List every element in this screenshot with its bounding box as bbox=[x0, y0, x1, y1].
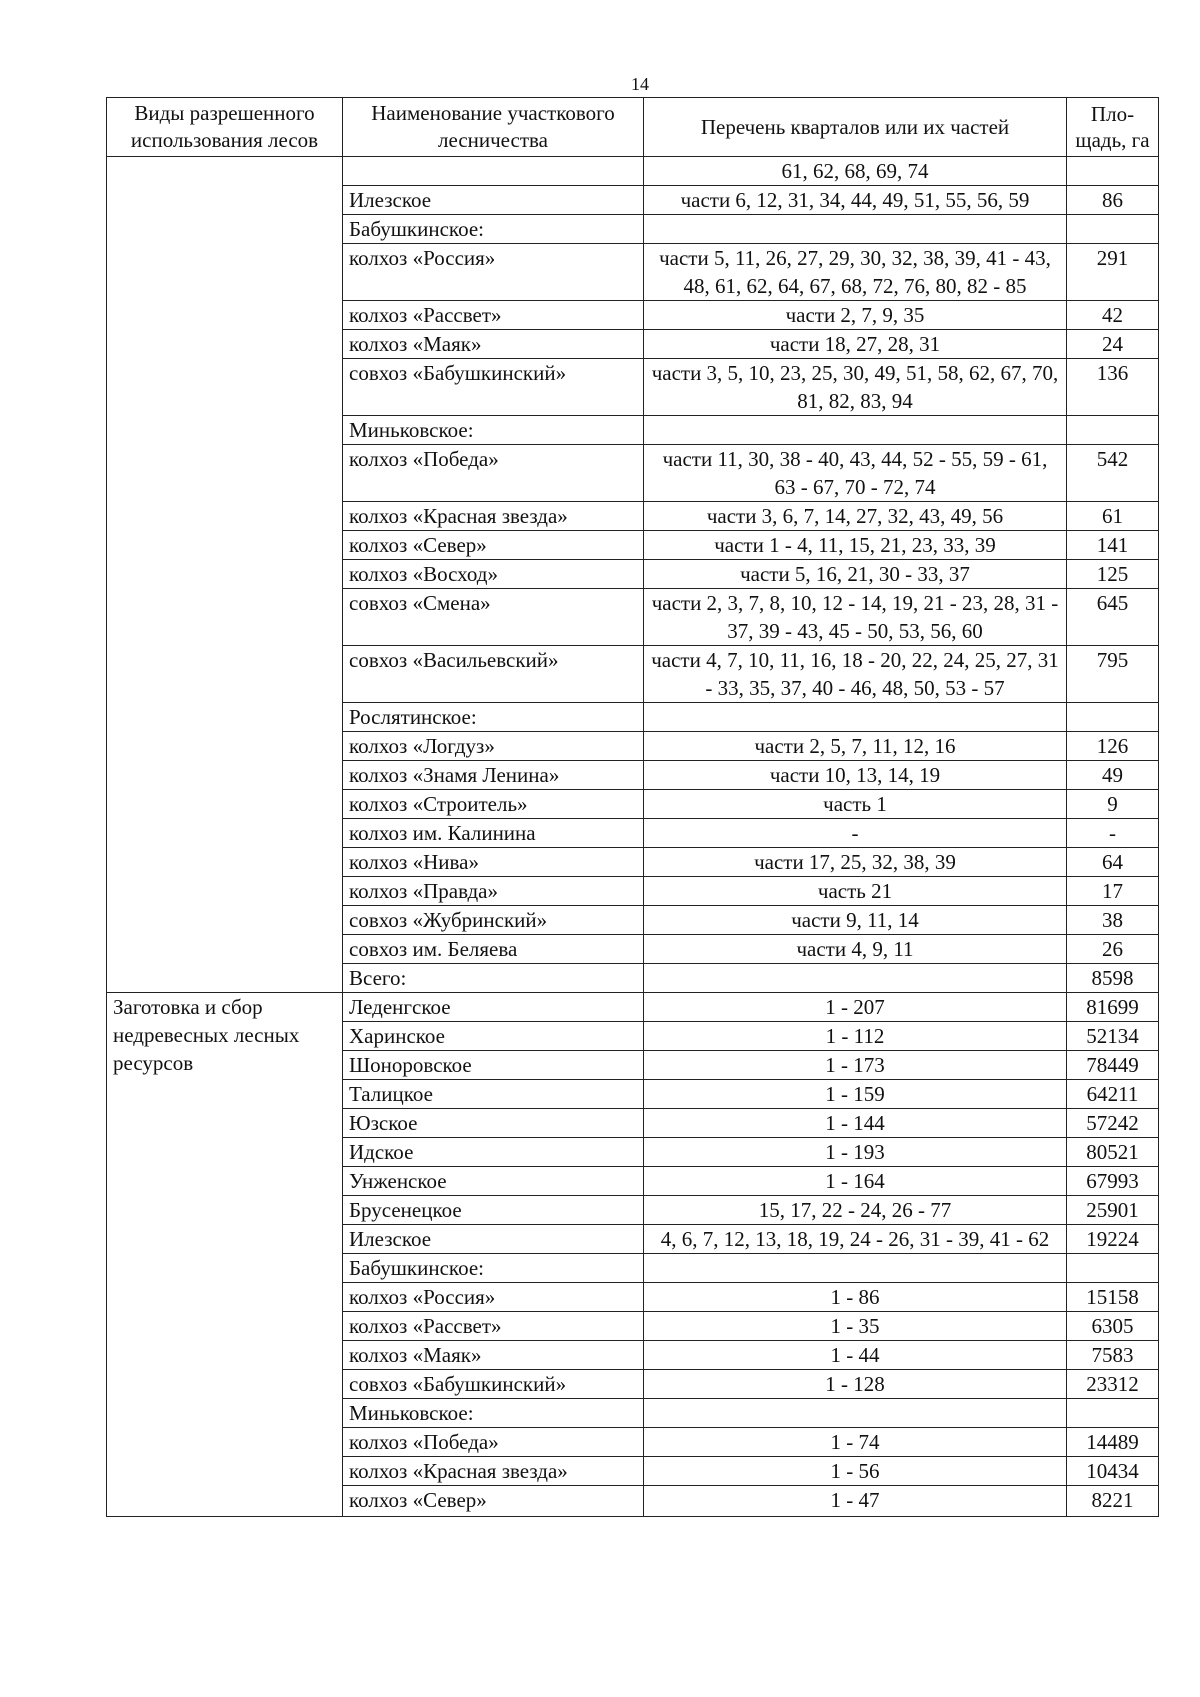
forestry-name-cell: колхоз «Победа» bbox=[343, 1428, 644, 1457]
table-body bbox=[107, 157, 1159, 1517]
area-cell: 49 bbox=[1067, 761, 1159, 790]
quarters-cell bbox=[644, 1399, 1067, 1428]
forestry-name-cell: колхоз «Красная звезда» bbox=[343, 1457, 644, 1486]
forestry-name-cell: совхоз «Бабушкинский» bbox=[343, 1370, 644, 1399]
quarters-cell: 1 - 144 bbox=[644, 1109, 1067, 1138]
area-cell: 8598 bbox=[1067, 964, 1159, 993]
forestry-name-cell: Рослятинское: bbox=[343, 703, 644, 732]
quarters-cell: части 1 - 4, 11, 15, 21, 23, 33, 39 bbox=[644, 531, 1067, 560]
area-cell: 14489 bbox=[1067, 1428, 1159, 1457]
quarters-cell: 1 - 207 bbox=[644, 993, 1067, 1022]
forestry-name-cell: колхоз «Победа» bbox=[343, 445, 644, 502]
forestry-name-cell: колхоз «Россия» bbox=[343, 1283, 644, 1312]
area-cell bbox=[1067, 1399, 1159, 1428]
quarters-cell: часть 21 bbox=[644, 877, 1067, 906]
quarters-cell: части 6, 12, 31, 34, 44, 49, 51, 55, 56, 59 bbox=[644, 186, 1067, 215]
quarters-cell: части 5, 11, 26, 27, 29, 30, 32, 38, 39, 41 - 43, 48, 61, 62, 64, 67, 68, 72, 76, 80, 82 - 85 bbox=[644, 244, 1067, 301]
use-type-cell bbox=[107, 157, 343, 993]
area-cell: 64 bbox=[1067, 848, 1159, 877]
forestry-name-cell: Шоноровское bbox=[343, 1051, 644, 1080]
area-cell: 291 bbox=[1067, 244, 1159, 301]
quarters-cell: части 3, 5, 10, 23, 25, 30, 49, 51, 58, 62, 67, 70, 81, 82, 83, 94 bbox=[644, 359, 1067, 416]
area-cell bbox=[1067, 157, 1159, 186]
quarters-cell: части 4, 7, 10, 11, 16, 18 - 20, 22, 24, 25, 27, 31 - 33, 35, 37, 40 - 46, 48, 50, 53 - 57 bbox=[644, 646, 1067, 703]
area-cell: - bbox=[1067, 819, 1159, 848]
forestry-name-cell: Бабушкинское: bbox=[343, 215, 644, 244]
quarters-cell bbox=[644, 416, 1067, 445]
area-cell: 141 bbox=[1067, 531, 1159, 560]
forestry-name-cell: колхоз «Знамя Ленина» bbox=[343, 761, 644, 790]
page-number: 14 bbox=[631, 74, 649, 94]
area-cell: 125 bbox=[1067, 560, 1159, 589]
quarters-cell: части 11, 30, 38 - 40, 43, 44, 52 - 55, 59 - 61, 63 - 67, 70 - 72, 74 bbox=[644, 445, 1067, 502]
area-cell: 26 bbox=[1067, 935, 1159, 964]
area-cell: 81699 bbox=[1067, 993, 1159, 1022]
table-row bbox=[107, 993, 1159, 1022]
area-cell: 136 bbox=[1067, 359, 1159, 416]
forestry-name-cell: Илезское bbox=[343, 1225, 644, 1254]
use-type-cell: Заготовка и сбор недревесных лесных ресурсов bbox=[107, 993, 343, 1517]
forestry-name-cell: колхоз «Маяк» bbox=[343, 1341, 644, 1370]
table-header-row bbox=[107, 98, 1159, 157]
quarters-cell: 4, 6, 7, 12, 13, 18, 19, 24 - 26, 31 - 39, 41 - 62 bbox=[644, 1225, 1067, 1254]
header-quarters: Перечень кварталов или их частей bbox=[644, 98, 1067, 157]
area-cell: 64211 bbox=[1067, 1080, 1159, 1109]
forestry-name-cell: колхоз «Строитель» bbox=[343, 790, 644, 819]
forestry-name-cell: Леденгское bbox=[343, 993, 644, 1022]
quarters-cell: 1 - 35 bbox=[644, 1312, 1067, 1341]
area-cell: 80521 bbox=[1067, 1138, 1159, 1167]
header-area: Пло-щадь, га bbox=[1067, 98, 1159, 157]
quarters-cell: 1 - 47 bbox=[644, 1486, 1067, 1517]
quarters-cell: 1 - 74 bbox=[644, 1428, 1067, 1457]
area-cell: 795 bbox=[1067, 646, 1159, 703]
forestry-name-cell: Харинское bbox=[343, 1022, 644, 1051]
forest-use-table bbox=[106, 97, 1159, 1517]
quarters-cell: части 10, 13, 14, 19 bbox=[644, 761, 1067, 790]
forestry-name-cell: Талицкое bbox=[343, 1080, 644, 1109]
forestry-name-cell: совхоз «Бабушкинский» bbox=[343, 359, 644, 416]
quarters-cell: - bbox=[644, 819, 1067, 848]
quarters-cell: 1 - 128 bbox=[644, 1370, 1067, 1399]
quarters-cell: части 2, 7, 9, 35 bbox=[644, 301, 1067, 330]
area-cell: 57242 bbox=[1067, 1109, 1159, 1138]
area-cell: 6305 bbox=[1067, 1312, 1159, 1341]
quarters-cell: 1 - 44 bbox=[644, 1341, 1067, 1370]
table-row bbox=[107, 157, 1159, 186]
forestry-name-cell: колхоз «Север» bbox=[343, 1486, 644, 1517]
area-cell: 67993 bbox=[1067, 1167, 1159, 1196]
header-use-type: Виды разрешенного использования лесов bbox=[107, 98, 343, 157]
forestry-name-cell: колхоз «Красная звезда» bbox=[343, 502, 644, 531]
quarters-cell: 1 - 86 bbox=[644, 1283, 1067, 1312]
forestry-name-cell: колхоз «Восход» bbox=[343, 560, 644, 589]
quarters-cell: 15, 17, 22 - 24, 26 - 77 bbox=[644, 1196, 1067, 1225]
forestry-name-cell: колхоз «Рассвет» bbox=[343, 1312, 644, 1341]
area-cell: 42 bbox=[1067, 301, 1159, 330]
quarters-cell: 1 - 164 bbox=[644, 1167, 1067, 1196]
area-cell: 645 bbox=[1067, 589, 1159, 646]
quarters-cell: части 2, 3, 7, 8, 10, 12 - 14, 19, 21 - 23, 28, 31 - 37, 39 - 43, 45 - 50, 53, 56, 60 bbox=[644, 589, 1067, 646]
forestry-name-cell: колхоз «Россия» bbox=[343, 244, 644, 301]
area-cell: 10434 bbox=[1067, 1457, 1159, 1486]
area-cell: 38 bbox=[1067, 906, 1159, 935]
quarters-cell bbox=[644, 964, 1067, 993]
area-cell bbox=[1067, 703, 1159, 732]
area-cell: 15158 bbox=[1067, 1283, 1159, 1312]
area-cell: 24 bbox=[1067, 330, 1159, 359]
forestry-name-cell: Миньковское: bbox=[343, 416, 644, 445]
quarters-cell: части 18, 27, 28, 31 bbox=[644, 330, 1067, 359]
forestry-name-cell: колхоз им. Калинина bbox=[343, 819, 644, 848]
forestry-name-cell: колхоз «Логдуз» bbox=[343, 732, 644, 761]
area-cell: 17 bbox=[1067, 877, 1159, 906]
forestry-name-cell: совхоз «Смена» bbox=[343, 589, 644, 646]
quarters-cell: части 17, 25, 32, 38, 39 bbox=[644, 848, 1067, 877]
forestry-name-cell: колхоз «Маяк» bbox=[343, 330, 644, 359]
forestry-name-cell: Идское bbox=[343, 1138, 644, 1167]
forestry-name-cell: колхоз «Правда» bbox=[343, 877, 644, 906]
forestry-name-cell: Илезское bbox=[343, 186, 644, 215]
quarters-cell: части 3, 6, 7, 14, 27, 32, 43, 49, 56 bbox=[644, 502, 1067, 531]
quarters-cell: части 9, 11, 14 bbox=[644, 906, 1067, 935]
area-cell bbox=[1067, 1254, 1159, 1283]
area-cell bbox=[1067, 416, 1159, 445]
quarters-cell: 1 - 56 bbox=[644, 1457, 1067, 1486]
quarters-cell: части 2, 5, 7, 11, 12, 16 bbox=[644, 732, 1067, 761]
forestry-name-cell: совхоз «Жубринский» bbox=[343, 906, 644, 935]
area-cell: 126 bbox=[1067, 732, 1159, 761]
forestry-name-cell: колхоз «Нива» bbox=[343, 848, 644, 877]
forestry-name-cell: совхоз «Васильевский» bbox=[343, 646, 644, 703]
forestry-name-cell: колхоз «Север» bbox=[343, 531, 644, 560]
area-cell: 8221 bbox=[1067, 1486, 1159, 1517]
area-cell: 25901 bbox=[1067, 1196, 1159, 1225]
forestry-name-cell bbox=[343, 157, 644, 186]
quarters-cell bbox=[644, 1254, 1067, 1283]
forestry-name-cell: Унженское bbox=[343, 1167, 644, 1196]
forestry-name-cell: колхоз «Рассвет» bbox=[343, 301, 644, 330]
forestry-name-cell: Брусенецкое bbox=[343, 1196, 644, 1225]
area-cell: 86 bbox=[1067, 186, 1159, 215]
quarters-cell: части 4, 9, 11 bbox=[644, 935, 1067, 964]
area-cell bbox=[1067, 215, 1159, 244]
quarters-cell: 61, 62, 68, 69, 74 bbox=[644, 157, 1067, 186]
quarters-cell: часть 1 bbox=[644, 790, 1067, 819]
forestry-name-cell: Миньковское: bbox=[343, 1399, 644, 1428]
area-cell: 61 bbox=[1067, 502, 1159, 531]
area-cell: 9 bbox=[1067, 790, 1159, 819]
quarters-cell: 1 - 193 bbox=[644, 1138, 1067, 1167]
quarters-cell: 1 - 159 bbox=[644, 1080, 1067, 1109]
quarters-cell bbox=[644, 215, 1067, 244]
forestry-name-cell: совхоз им. Беляева bbox=[343, 935, 644, 964]
quarters-cell: части 5, 16, 21, 30 - 33, 37 bbox=[644, 560, 1067, 589]
area-cell: 7583 bbox=[1067, 1341, 1159, 1370]
area-cell: 78449 bbox=[1067, 1051, 1159, 1080]
area-cell: 23312 bbox=[1067, 1370, 1159, 1399]
quarters-cell: 1 - 112 bbox=[644, 1022, 1067, 1051]
area-cell: 542 bbox=[1067, 445, 1159, 502]
quarters-cell bbox=[644, 703, 1067, 732]
forestry-name-cell: Бабушкинское: bbox=[343, 1254, 644, 1283]
header-forestry: Наименование участкового лесничества bbox=[343, 98, 644, 157]
forestry-name-cell: Юзское bbox=[343, 1109, 644, 1138]
forestry-name-cell: Всего: bbox=[343, 964, 644, 993]
area-cell: 52134 bbox=[1067, 1022, 1159, 1051]
area-cell: 19224 bbox=[1067, 1225, 1159, 1254]
quarters-cell: 1 - 173 bbox=[644, 1051, 1067, 1080]
